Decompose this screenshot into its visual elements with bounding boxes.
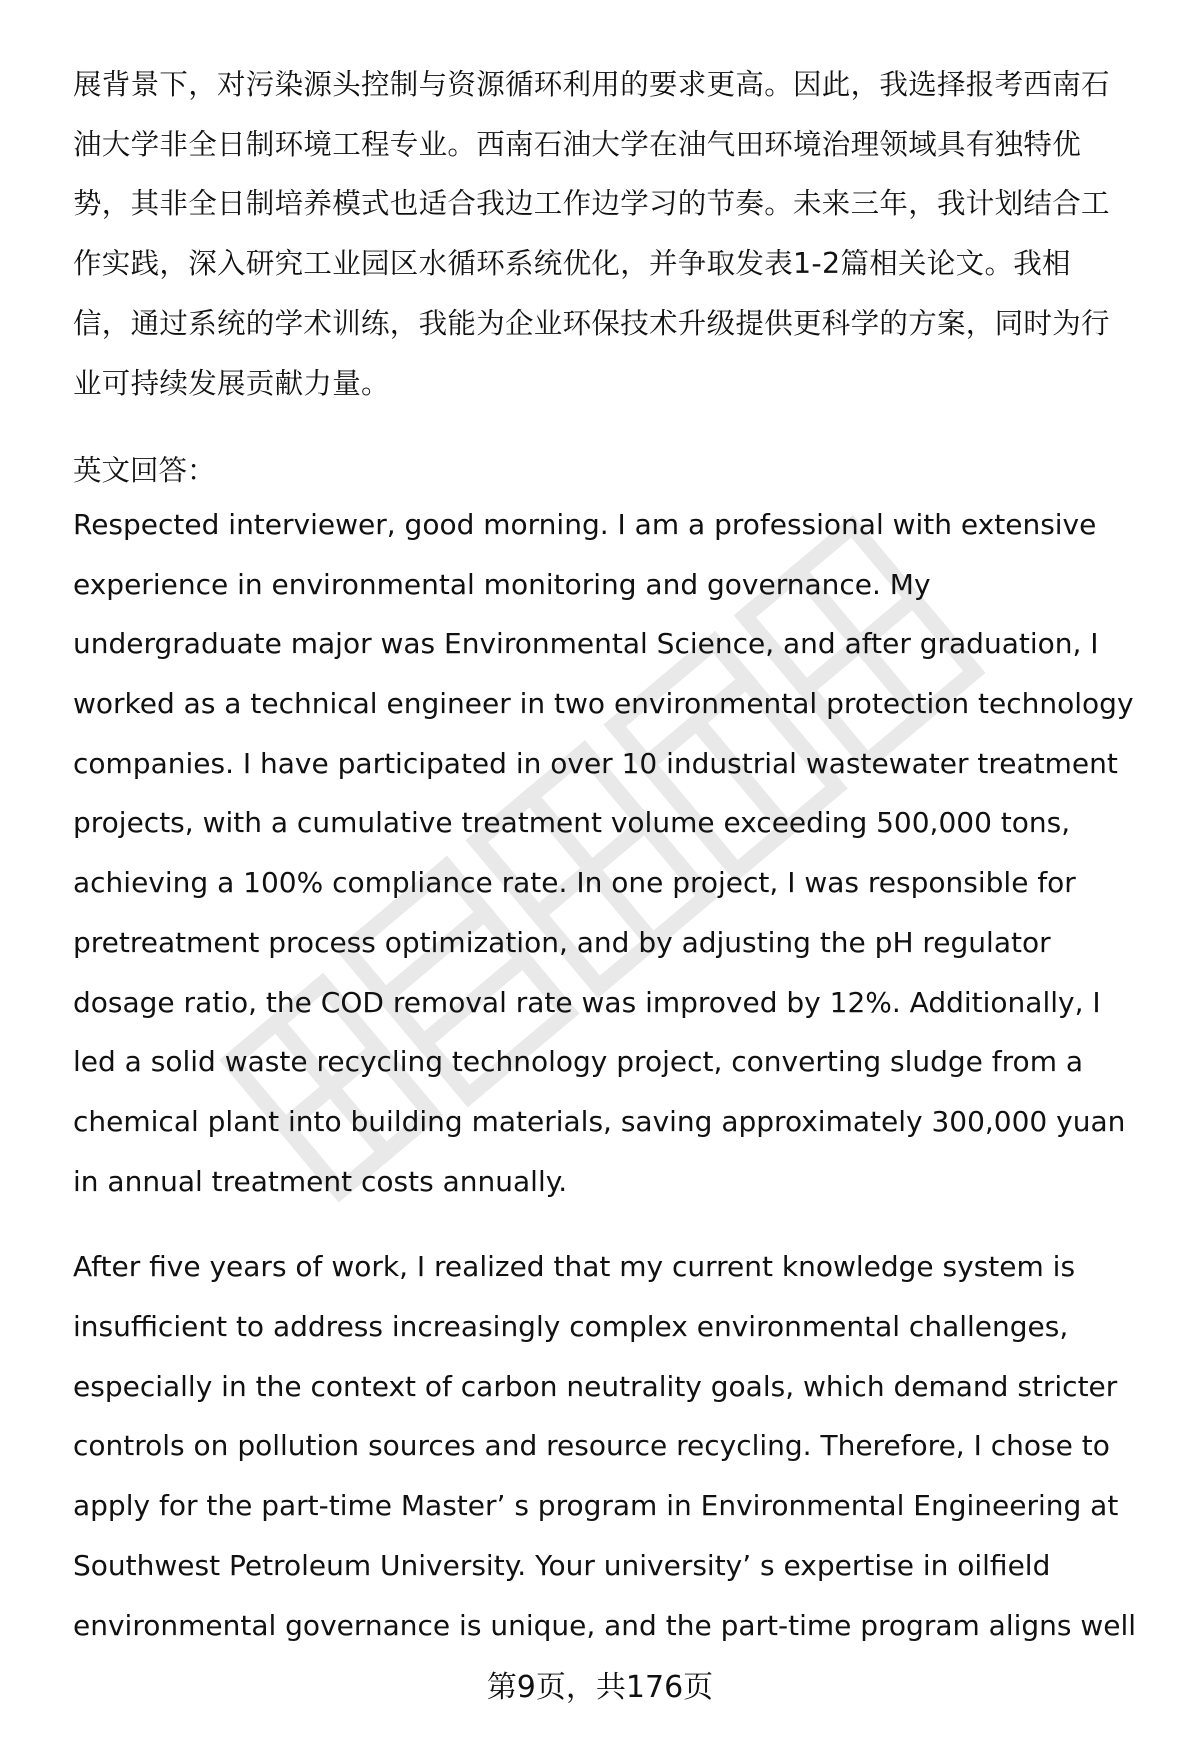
text-line: especially in the context of carbon neutrality goals, which demand stricter <box>73 1369 1118 1403</box>
chinese-answer-paragraph <box>73 55 1158 413</box>
page-number-footer: 第9页，共176页 <box>486 1670 714 1705</box>
english-answer-paragraph-1 <box>73 495 1158 1211</box>
text-line: dosage ratio, the COD removal rate was improved by 12%. Additionally, I <box>73 985 1101 1019</box>
text-line: 势，其非全日制培养模式也适合我边工作边学习的节奏。未来三年，我计划结合工 <box>73 187 1110 221</box>
text-line: pretreatment process optimization, and by adjusting the pH regulator <box>73 925 1051 959</box>
text-line: Southwest Petroleum University. Your university’ s expertise in oilfield <box>73 1548 1051 1582</box>
text-line: in annual treatment costs annually. <box>73 1164 568 1198</box>
text-line: apply for the part-time Master’ s program in Environmental Engineering at <box>73 1489 1119 1523</box>
text-line: 油大学非全日制环境工程专业。西南石油大学在油气田环境治理领域具有独特优 <box>73 127 1082 161</box>
text-line: achieving a 100% compliance rate. In one project, I was responsible for <box>73 866 1076 900</box>
text-line: worked as a technical engineer in two environmental protection technology <box>73 687 1134 721</box>
document-page <box>73 55 1158 1655</box>
text-line: experience in environmental monitoring and governance. My <box>73 567 931 601</box>
text-line: 作实践，深入研究工业园区水循环系统优化，并争取发表1-2篇相关论文。我相 <box>73 247 1071 281</box>
text-line: 展背景下，对污染源头控制与资源循环利用的要求更高。因此，我选择报考西南石 <box>73 68 1110 101</box>
text-line: undergraduate major was Environmental Science, and after graduation, I <box>73 627 1099 661</box>
text-line: companies. I have participated in over 10 industrial wastewater treatment <box>73 746 1118 780</box>
english-answer-paragraph-2 <box>73 1237 1158 1655</box>
text-line: controls on pollution sources and resource recycling. Therefore, I chose to <box>73 1429 1110 1463</box>
text-line: Respected interviewer, good morning. I am a professional with extensive <box>73 507 1097 541</box>
text-line: projects, with a cumulative treatment volume exceeding 500,000 tons, <box>73 806 1071 840</box>
text-line: chemical plant into building materials, saving approximately 300,000 yuan <box>73 1104 1126 1138</box>
text-line: led a solid waste recycling technology project, converting sludge from a <box>73 1045 1084 1079</box>
text-line: insufficient to address increasingly complex environmental challenges, <box>73 1310 1069 1344</box>
text-line: After five years of work, I realized that my current knowledge system is <box>73 1250 1076 1284</box>
text-line: environmental governance is unique, and the part-time program aligns well <box>73 1608 1137 1642</box>
text-line: 业可持续发展贡献力量。 <box>73 366 390 400</box>
text-line: 信，通过系统的学术训练，我能为企业环保技术升级提供更科学的方案，同时为行 <box>73 306 1110 340</box>
english-answer-heading: 英文回答： <box>73 454 216 488</box>
